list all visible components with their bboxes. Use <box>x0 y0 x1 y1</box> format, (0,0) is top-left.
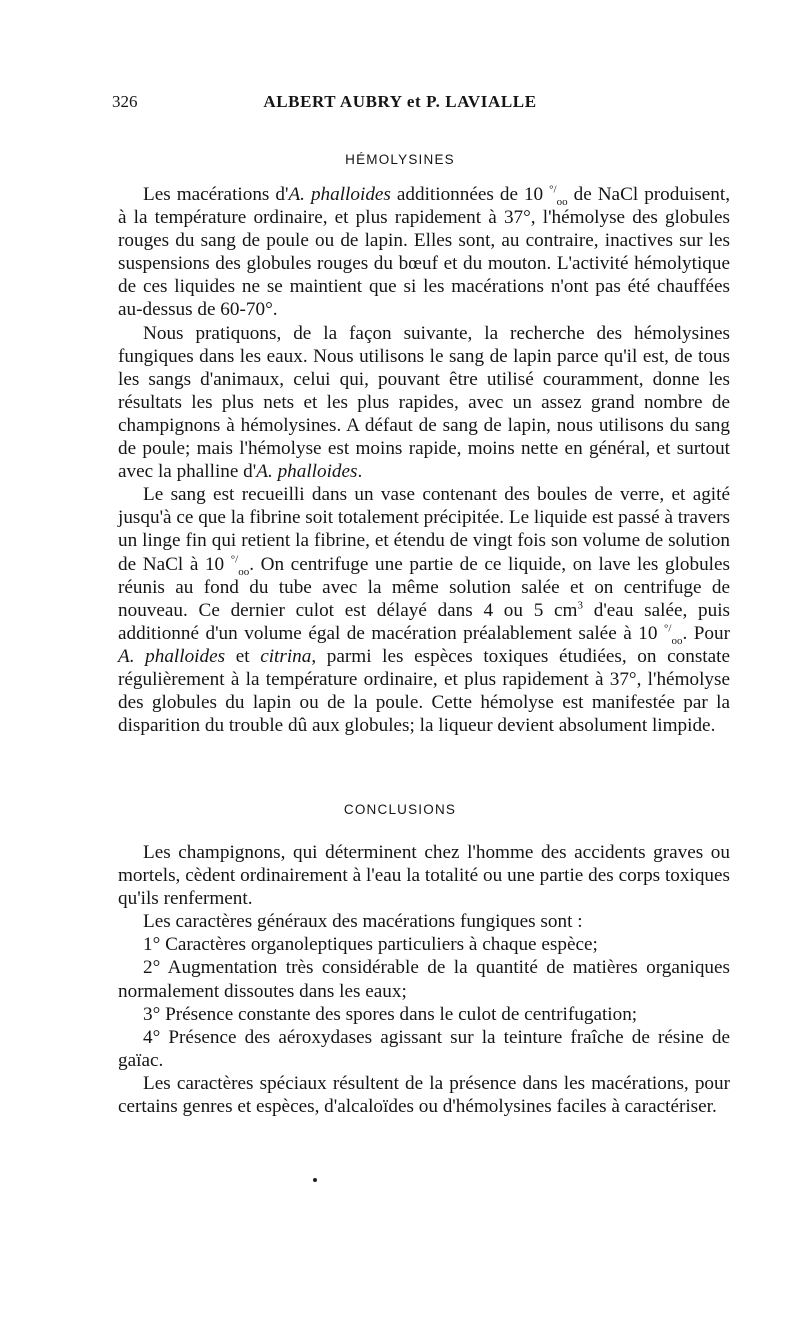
print-speck <box>313 1178 317 1182</box>
conclusion-paragraph-2: Les caractères généraux des macérations fungiques sont : <box>143 911 583 933</box>
permille-sign: °/ <box>549 183 557 196</box>
conclusions-body <box>118 841 730 1118</box>
list-item: 4° Présence des aéroxydases agissant sur la teinture fraîche de résine de gaïac. <box>118 1026 730 1071</box>
conclusion-paragraph-1: Les champignons, qui déterminent chez l'homme des accidents graves ou mortels, cèdent ordinairement à l'eau la totalité ou une partie des corps toxiques qu'ils renferment. <box>118 842 730 910</box>
page-number: 326 <box>112 92 138 111</box>
permille-sign: oo <box>238 565 250 578</box>
species-name: A. phalloides <box>118 645 226 667</box>
permille-sign: °/ <box>663 622 672 635</box>
permille-sign: °/ <box>230 553 239 566</box>
species-name: citrina <box>260 645 312 667</box>
section-title-conclusions: CONCLUSIONS <box>343 802 457 817</box>
list-item: 2° Augmentation très considérable de la quantité de matières organiques normalement dissoutes dans les eaux; <box>118 957 730 1002</box>
text-run: Nous pratiquons, de la façon suivante, la recherche des hémolysines fungiques dans les eaux. Nous utilisons le sang de lapin parce qu'il est, de tous les sangs d'animaux, celui qui, pouvant être utilisé couramment, donne les résultats les plus nets et les plus rapides, avec un assez grand nombre de champignons à hémolysines. A défaut de sang de lapin, nous utilisons du sang de poule; mais l'hémolyse est moins rapide, moins nette en général, et surtout avec la phalline d' <box>118 322 730 483</box>
text-run: d'eau salée, puis additionné d'un volume égal de macération préalablement salée à 10 <box>118 599 730 644</box>
hemolysines-body <box>118 183 730 737</box>
paragraph-3 <box>118 483 730 737</box>
text-run: . On centrifuge une partie de ce liquide, on lave les globules réunis au fond du tube avec la même solution salée et on centrifuge de nouveau. Ce dernier culot est délayé dans 4 ou 5 cm <box>118 553 730 621</box>
species-name: A. phalloides <box>256 461 358 483</box>
text-run: additionnées de 10 <box>390 184 550 205</box>
text-run: Les macérations d' <box>143 184 289 205</box>
conclusion-paragraph-3: Les caractères spéciaux résultent de la présence dans les macérations, pour certains genres et espèces, d'alcaloïdes ou d'hémolysines faciles à caractériser. <box>118 1072 730 1118</box>
running-head: ALBERT AUBRY et P. LAVIALLE <box>263 92 537 111</box>
paragraph-1 <box>118 183 730 322</box>
section-title-hemolysines: HÉMOLYSINES <box>345 152 455 167</box>
list-item: 3° Présence constante des spores dans le culot de centrifugation; <box>143 1003 638 1025</box>
paragraph-2 <box>118 322 730 484</box>
species-name: A. phalloides <box>288 184 391 205</box>
permille-sign: oo <box>671 634 683 647</box>
text-run: de NaCl produisent, à la température ordinaire, et plus rapidement à 37°, l'hémolyse des globules rouges du sang de poule ou de lapin. Elles sont, au contraire, inactives sur les suspensions des globules rouges du bœuf et du mouton. L'activité hémolytique de ces liquides ne se maintient que si les macérations n'ont pas été chauffées au-dessus de 60-70°. <box>118 184 730 321</box>
text-run: . Pour <box>682 622 730 644</box>
text-run: , parmi les espèces toxiques étudiées, on constate régulièrement à la température ordinaire, et plus rapidement à 37°, l'hémolyse des globules du lapin ou de la poule. Cette hémolyse est manifestée par la disparition du trouble dû aux globules; la liqueur devient absolument limpide. <box>118 645 730 737</box>
permille-sign: oo <box>556 195 568 208</box>
text-run: . <box>357 461 363 483</box>
superscript: 3 <box>577 599 583 612</box>
list-item: 1° Caractères organoleptiques particuliers à chaque espèce; <box>143 934 598 956</box>
text-run: et <box>225 645 261 667</box>
page-header <box>0 92 800 116</box>
text-run: Le sang est recueilli dans un vase contenant des boules de verre, et agité jusqu'à ce que la fibrine soit totalement précipitée. Le liquide est passé à travers un linge fin qui retient la fibrine, et étendu de vingt fois son volume de solution de NaCl à 10 <box>118 484 730 575</box>
